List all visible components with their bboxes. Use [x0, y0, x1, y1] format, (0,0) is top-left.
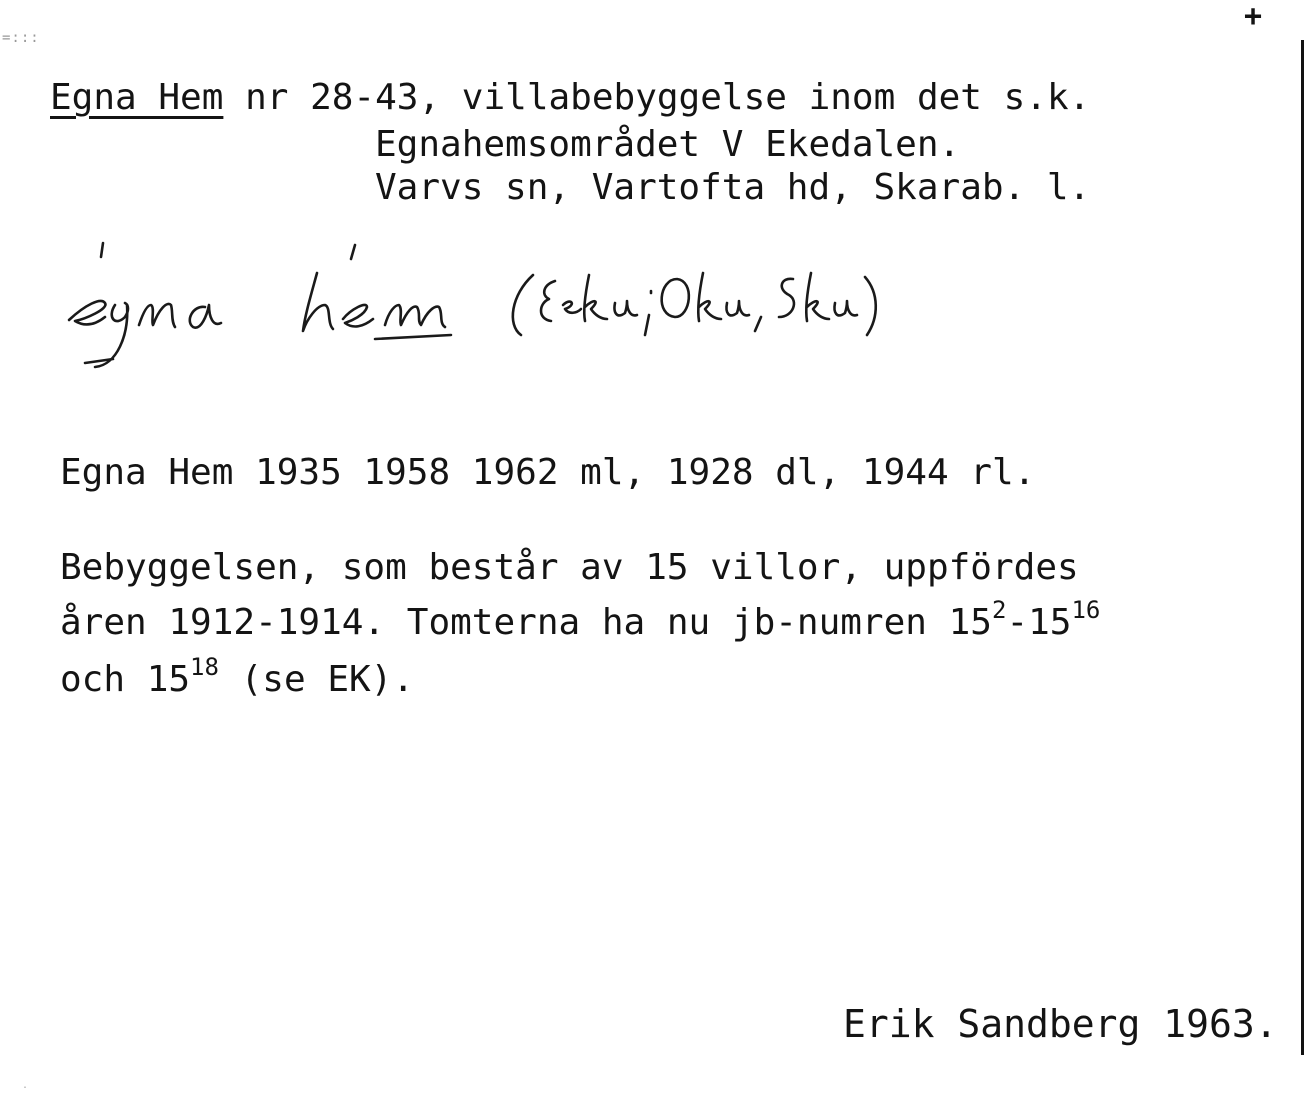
heading-line-3: Varvs sn, Vartofta hd, Skarab. l. — [375, 167, 1091, 208]
scan-dots: . — [22, 1080, 29, 1091]
jb-number-sup-3: 18 — [190, 653, 219, 681]
description-line-2-text: åren 1912-1914. Tomterna ha nu jb-numren 15 — [60, 602, 992, 643]
heading-rest: nr 28-43, villabebyggelse inom det s.k. — [223, 77, 1091, 118]
jb-number-sup-1: 2 — [991, 596, 1007, 624]
heading-line-1 — [50, 77, 1091, 118]
records-line: Egna Hem 1935 1958 1962 ml, 1928 dl, 1944 rl. — [60, 452, 1036, 493]
jb-number-sup-2: 16 — [1071, 596, 1101, 624]
handwritten-note — [55, 235, 955, 380]
description-line-2-mid: -15 — [1006, 602, 1072, 643]
description-line-3-text: och 15 — [60, 659, 191, 700]
corner-scan-mark: =::: — [2, 30, 40, 46]
description-line-1: Bebyggelsen, som består av 15 villor, uppfördes — [60, 547, 1079, 588]
place-name: Egna Hem — [50, 77, 224, 118]
description-line-3-rest: (se EK). — [218, 659, 415, 700]
handwritten-note-text: égna hém (Eeku, Oku, Sku) — [55, 235, 71, 236]
signature: Erik Sandberg 1963. — [843, 1002, 1278, 1046]
card-right-edge — [1301, 40, 1304, 1055]
plus-mark: + — [1244, 0, 1263, 34]
description-line-3 — [60, 653, 415, 700]
heading-line-2: Egnahemsområdet V Ekedalen. — [375, 124, 961, 165]
description-line-2 — [60, 596, 1101, 643]
